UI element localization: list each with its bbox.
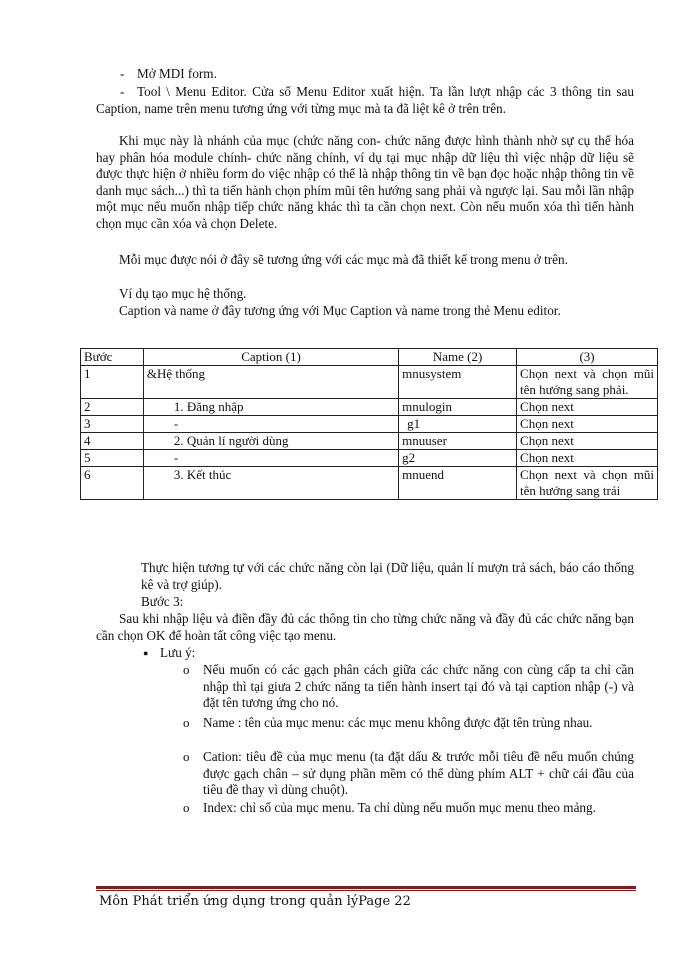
paragraph-each-item: Mỗi mục được nói ở đây sẽ tương ứng với các mục mà đã thiết kế trong menu ở trên. bbox=[119, 252, 568, 267]
paragraph-example: Ví dụ tạo mục hệ thống. bbox=[119, 286, 247, 301]
circle-bullet-marker: o bbox=[183, 662, 190, 677]
cell-caption: 1. Đăng nhập bbox=[143, 399, 398, 416]
cell-name: mnulogin bbox=[399, 399, 517, 416]
cell-action: Chọn next bbox=[517, 399, 658, 416]
cell-name: g2 bbox=[399, 450, 517, 467]
note-caption: Cation: tiêu đề của mục menu (ta đặt dấu & trước mỗi tiêu đề nếu muốn chúng được gạch chân – sử dụng phần mềm có thể dùng phím ALT + chữ cái đầu của tiêu đề thay vì dùng chuột). bbox=[203, 749, 634, 797]
table-row bbox=[81, 450, 658, 467]
circle-bullet-marker: o bbox=[183, 749, 190, 764]
dash-marker: - bbox=[120, 84, 125, 99]
menu-steps-table bbox=[80, 348, 658, 500]
note-name: Name : tên của mục menu: các mục menu không được đặt tên trùng nhau. bbox=[203, 715, 593, 730]
cell-step: 2 bbox=[81, 399, 144, 416]
cell-step: 5 bbox=[81, 450, 144, 467]
cell-caption: 3. Kết thúc bbox=[143, 467, 398, 500]
cell-step: 4 bbox=[81, 433, 144, 450]
cell-action: Chọn next và chọn mũi tên hướng sang trái bbox=[517, 467, 658, 500]
cell-step: 1 bbox=[81, 366, 144, 399]
table-row bbox=[81, 399, 658, 416]
cell-step: 6 bbox=[81, 467, 144, 500]
table-row bbox=[81, 467, 658, 500]
header-name: Name (2) bbox=[399, 349, 517, 366]
dash-marker: - bbox=[120, 66, 125, 81]
cell-action: Chọn next bbox=[517, 450, 658, 467]
circle-bullet-marker: o bbox=[183, 800, 190, 815]
paragraph-finish: Sau khi nhập liệu và điền đầy đủ các thông tin cho từng chức năng và đầy đủ các chức năng bạn cần chọn OK để hoàn tất công việc tạo menu. bbox=[96, 611, 634, 643]
circle-bullet-marker: o bbox=[183, 715, 190, 730]
paragraph-caption: Caption và name ở đây tương ứng với Mục Caption và name trong thẻ Menu editor. bbox=[119, 303, 561, 318]
note-label: Lưu ý: bbox=[160, 645, 196, 660]
cell-caption: - bbox=[143, 450, 398, 467]
table-row bbox=[81, 366, 658, 399]
header-step: Bước bbox=[81, 349, 144, 366]
cell-name: mnusystem bbox=[399, 366, 517, 399]
footer-rule-thick bbox=[96, 886, 636, 889]
cell-caption: - bbox=[143, 416, 398, 433]
paragraph-similar: Thực hiện tương tự với các chức năng còn lại (Dữ liệu, quản lí mượn trả sách, báo cáo thống kê và trợ giúp). bbox=[141, 560, 634, 592]
page-footer: Môn Phát triển ứng dụng trong quản lýPage 22 bbox=[99, 894, 411, 909]
list-item-mdi: Mở MDI form. bbox=[137, 66, 217, 81]
cell-action: Chọn next bbox=[517, 433, 658, 450]
list-item-menu-editor: Tool \ Menu Editor. Cửa sổ Menu Editor xuất hiện. Ta lần lượt nhập các 3 thông tin sau Caption, name trên menu tương ứng với từng mục mà ta đã liệt kê ở trên trên. bbox=[96, 84, 634, 116]
header-action: (3) bbox=[517, 349, 658, 366]
step-3-heading: Bước 3: bbox=[141, 594, 184, 609]
paragraph-branch: Khi mục này là nhánh của mục (chức năng con- chức năng được hình thành nhờ sự cụ thể hóa hay phân hóa module chính- chức năng chính, ví dụ tại mục nhập dữ liệu thì việc nhập dữ liệu sẽ được thực hiện ở nhiều form do việc nhập có thể là nhập thông tin về bạn đọc hoặc nhập thông tin về danh mục sách...) thì ta tiến hành chọn phím mũi tên hướng sang phải và ngược lại. Sau mỗi lần nhập một mục nếu muốn nhập tiếp chức năng khác thì ta cần chọn next. Còn nếu muốn xóa thì tiến hành chọn mục cần xóa và chọn Delete. bbox=[96, 133, 634, 231]
cell-action: Chọn next và chọn mũi tên hướng sang phải. bbox=[517, 366, 658, 399]
cell-name: mnuend bbox=[399, 467, 517, 500]
table-row bbox=[81, 416, 658, 433]
cell-action: Chọn next bbox=[517, 416, 658, 433]
cell-name: mnuuser bbox=[399, 433, 517, 450]
header-caption: Caption (1) bbox=[143, 349, 398, 366]
bullet-marker: ● bbox=[143, 648, 149, 658]
cell-step: 3 bbox=[81, 416, 144, 433]
cell-caption: &Hệ thống bbox=[143, 366, 398, 399]
note-index: Index: chỉ số của mục menu. Ta chỉ dùng nếu muốn mục menu theo mảng. bbox=[203, 800, 596, 815]
footer-rule-thin bbox=[96, 890, 636, 891]
note-separator: Nếu muốn có các gạch phân cách giữa các chức năng con cùng cấp ta chỉ cần nhập thì tại giưa 2 chức năng ta tiến hành insert tại đó và tại caption nhập (-) và đặt tên tương ứng cho nó. bbox=[203, 662, 634, 710]
table-header-row bbox=[81, 349, 658, 366]
cell-name: g1 bbox=[399, 416, 517, 433]
table-row bbox=[81, 433, 658, 450]
cell-caption: 2. Quản lí người dùng bbox=[143, 433, 398, 450]
